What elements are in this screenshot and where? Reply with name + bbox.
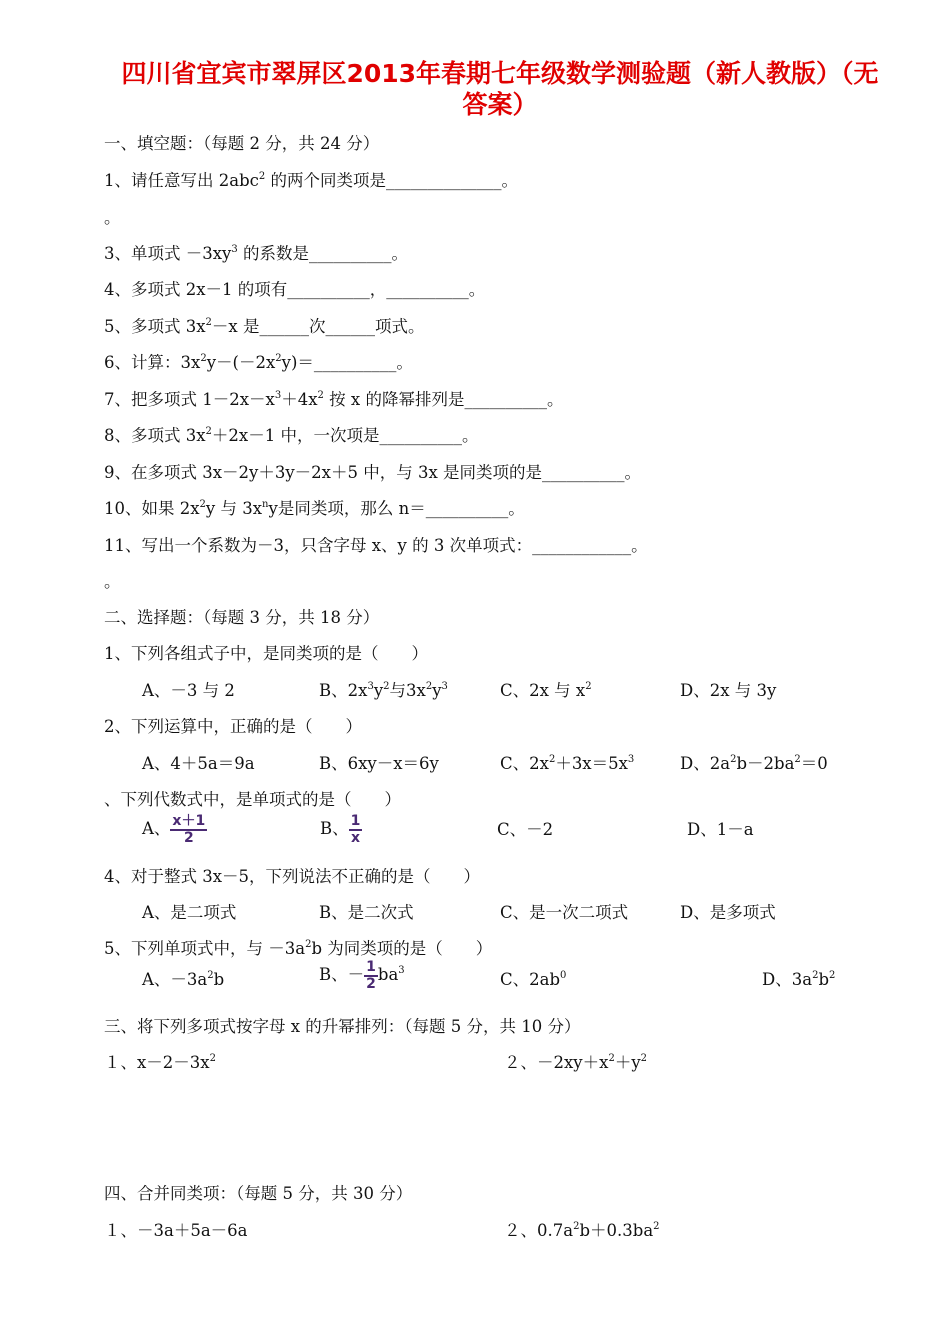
option-c: C、$2x^2+3x=5x^3$ xyxy=(500,754,635,773)
option-d: D、是多项式 xyxy=(680,903,776,922)
fill-question-1: 1、请任意写出 2abc$^2$ 的两个同类项是______________。 xyxy=(104,171,519,190)
section-1-header: 一、填空题：（每题 2 分，共 24 分） xyxy=(104,134,380,153)
option-a: A、－3 与 2 xyxy=(142,681,235,700)
option-b: B、－ $\frac{1}{2}$ $ba^3$ xyxy=(319,958,405,992)
sort-question-1: １、$x-2-3x^2$ xyxy=(104,1053,216,1072)
section-3-header: 三、将下列多项式按字母 x 的升幂排列：（每题 5 分，共 10 分） xyxy=(104,1017,581,1036)
section-2-header: 二、选择题：（每题 3 分，共 18 分） xyxy=(104,608,380,627)
section-4-header: 四、合并同类项：（每题 5 分，共 30 分） xyxy=(104,1184,413,1203)
fill-question-8: 8、多项式 $3x^2+2x-1$ 中，一次项是__________。 xyxy=(104,426,479,445)
stray-period: 。 xyxy=(104,572,121,591)
choice-question-3: 、下列代数式中，是单项式的是（ ） xyxy=(104,790,401,809)
fill-question-6: 6、计算：$3x^2y-(-2x^2y)=\_\_\_\_\_\_\_\_\_\_$。 xyxy=(104,353,413,372)
option-d: D、$3a^2b^2$ xyxy=(762,970,836,989)
stray-period: 。 xyxy=(104,208,121,227)
fill-question-10: 10、如果 $2x^2y$ 与 $3x^ny$是同类项，那么 n＝__________。 xyxy=(104,499,525,518)
option-b: B、6xy－x＝6y xyxy=(319,754,439,773)
option-d: D、2x 与 3y xyxy=(680,681,777,700)
option-a: A、$-3a^2b$ xyxy=(142,970,225,989)
option-c: C、2x 与 $x^2$ xyxy=(500,681,592,700)
option-b: B、 $\frac{1}{x}$ xyxy=(320,812,361,846)
sort-question-2: ２、$-2xy+x^2+y^2$ xyxy=(504,1053,648,1072)
fraction: $\frac{1}{2}$ xyxy=(366,958,376,992)
option-d: D、$2a^2b-2ba^2=0$ xyxy=(680,754,828,773)
fill-question-11: 11、写出一个系数为－3，只含字母 x、y 的 3 次单项式：____________。 xyxy=(104,536,648,555)
fraction: $\frac{x+1}{2}$ xyxy=(172,812,206,846)
option-c: C、$2ab^0$ xyxy=(500,970,567,989)
fill-question-7: 7、把多项式 $1-2x-x^3+4x^2$ 按 x 的降幂排列是__________。 xyxy=(104,390,564,409)
option-a: A、是二项式 xyxy=(142,903,237,922)
combine-question-2: ２、$0.7a^2b+0.3ba^2$ xyxy=(504,1221,660,1240)
option-a: A、4＋5a＝9a xyxy=(142,754,255,773)
option-c: C、是一次二项式 xyxy=(500,903,629,922)
fill-question-3: 3、单项式 $-3xy^3$ 的系数是__________。 xyxy=(104,244,408,263)
choice-question-1: 1、下列各组式子中，是同类项的是（ ） xyxy=(104,644,428,663)
choice-question-5: 5、下列单项式中，与 $-3a^2b$ 为同类项的是（ ） xyxy=(104,939,493,958)
fraction: $\frac{1}{x}$ xyxy=(350,812,361,846)
option-d: D、1－a xyxy=(687,820,754,839)
combine-question-1: １、－3a＋5a－6a xyxy=(104,1221,248,1240)
option-b: B、$2x^3y^2$与$3x^2y^3$ xyxy=(319,681,448,700)
choice-question-2: 2、下列运算中，正确的是（ ） xyxy=(104,717,362,736)
option-b: B、是二次式 xyxy=(319,903,414,922)
document-title: 四川省宜宾市翠屏区2013年春期七年级数学测验题（新人教版）（无 答案） xyxy=(121,59,879,119)
fill-question-4: 4、多项式 2x－1 的项有__________，__________。 xyxy=(104,280,486,299)
option-a: A、 $\frac{x+1}{2}$ xyxy=(142,812,206,846)
choice-question-4: 4、对于整式 3x－5，下列说法不正确的是（ ） xyxy=(104,867,481,886)
fill-question-5: 5、多项式 $3x^2-x$ 是______次______项式。 xyxy=(104,317,425,336)
option-c: C、－2 xyxy=(497,820,554,839)
fill-question-9: 9、在多项式 3x－2y＋3y－2x＋5 中，与 3x 是同类项的是__________。 xyxy=(104,463,642,482)
